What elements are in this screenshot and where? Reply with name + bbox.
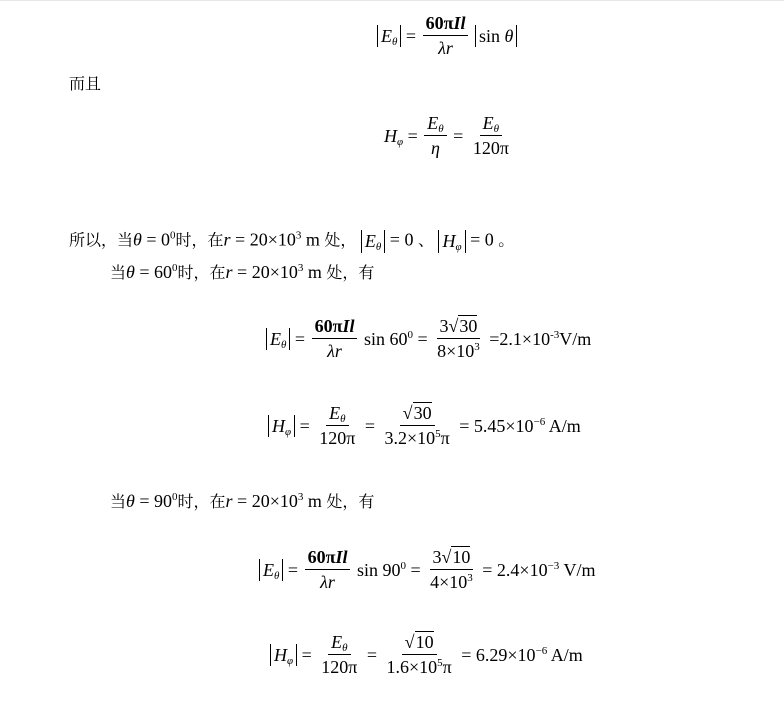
fraction-60piIl-over-lambda-r: $\frac{\text{60πIl}}{\lambda r}$ [423, 14, 469, 58]
formula-h-phi-ninety: $H_\varphi$ = $\frac{E_\theta}{120\pi}$ = $\frac{√10}{1.6\times 10^5\pi}$ = $6.29\times 10^{-6}$ A/m [270, 633, 583, 677]
fraction-e-over-eta: $\frac{E_\theta}{\eta}$ [424, 114, 446, 158]
formula-h-phi-general: $H_\varphi$ = $\frac{E_\theta}{\eta}$ = $\frac{E_\theta}{120\pi}$ [384, 114, 514, 158]
fraction-e-over-120pi: $\frac{E_\theta}{120\pi}$ [472, 113, 509, 158]
top-border [0, 0, 784, 1]
formula-e-theta-ninety: $E_\theta$ = $\frac{\text{60πIl}}{\lambda r}$ $\sin 90^0$ = $\frac{3√10}{4\times 10^3}$ = $2.4\times 10^{-3}$ V/m [259, 548, 596, 592]
text-and-also: 而且 [69, 76, 102, 93]
abs-e-theta: $E_\theta$ [377, 25, 401, 48]
abs-sin-theta: sin θ [475, 25, 517, 48]
formula-e-theta-general: $E_\theta$ = $\frac{\text{60πIl}}{\lambda r}$ sin θ [377, 14, 517, 58]
formula-e-theta-sixty: $E_\theta$ = $\frac{\text{60πIl}}{\lambda r}$ $\sin 60^0$ = $\frac{3√30}{8\times 10^3}$ $=2.1\times 10^{-3}V/m$ [266, 317, 591, 361]
formula-h-phi-sixty: $H_\varphi$ = $\frac{E_\theta}{120\pi}$ = $\frac{√30}{3.2\times 10^5\pi}$ = $5.45\times 10^{-6}$ A/m [268, 404, 581, 448]
statement-theta-ninety: 当$\theta = 90^0$时，在$r = 20\times 10^3$ m 处，有 [110, 491, 375, 511]
statement-theta-sixty: 当$\theta = 60^0$时，在$r = 20\times 10^3$ m 处，有 [110, 262, 375, 282]
statement-theta-zero: 所以，当$\theta = 0^0$时，在$r = 20\times 10^3$ m 处， $E_\theta = 0$ 、 $H_\varphi = 0$ 。 [69, 229, 515, 253]
abs-h-phi-zero: $H_\varphi$ [438, 230, 465, 253]
abs-e-theta-zero: $E_\theta$ [361, 230, 385, 253]
